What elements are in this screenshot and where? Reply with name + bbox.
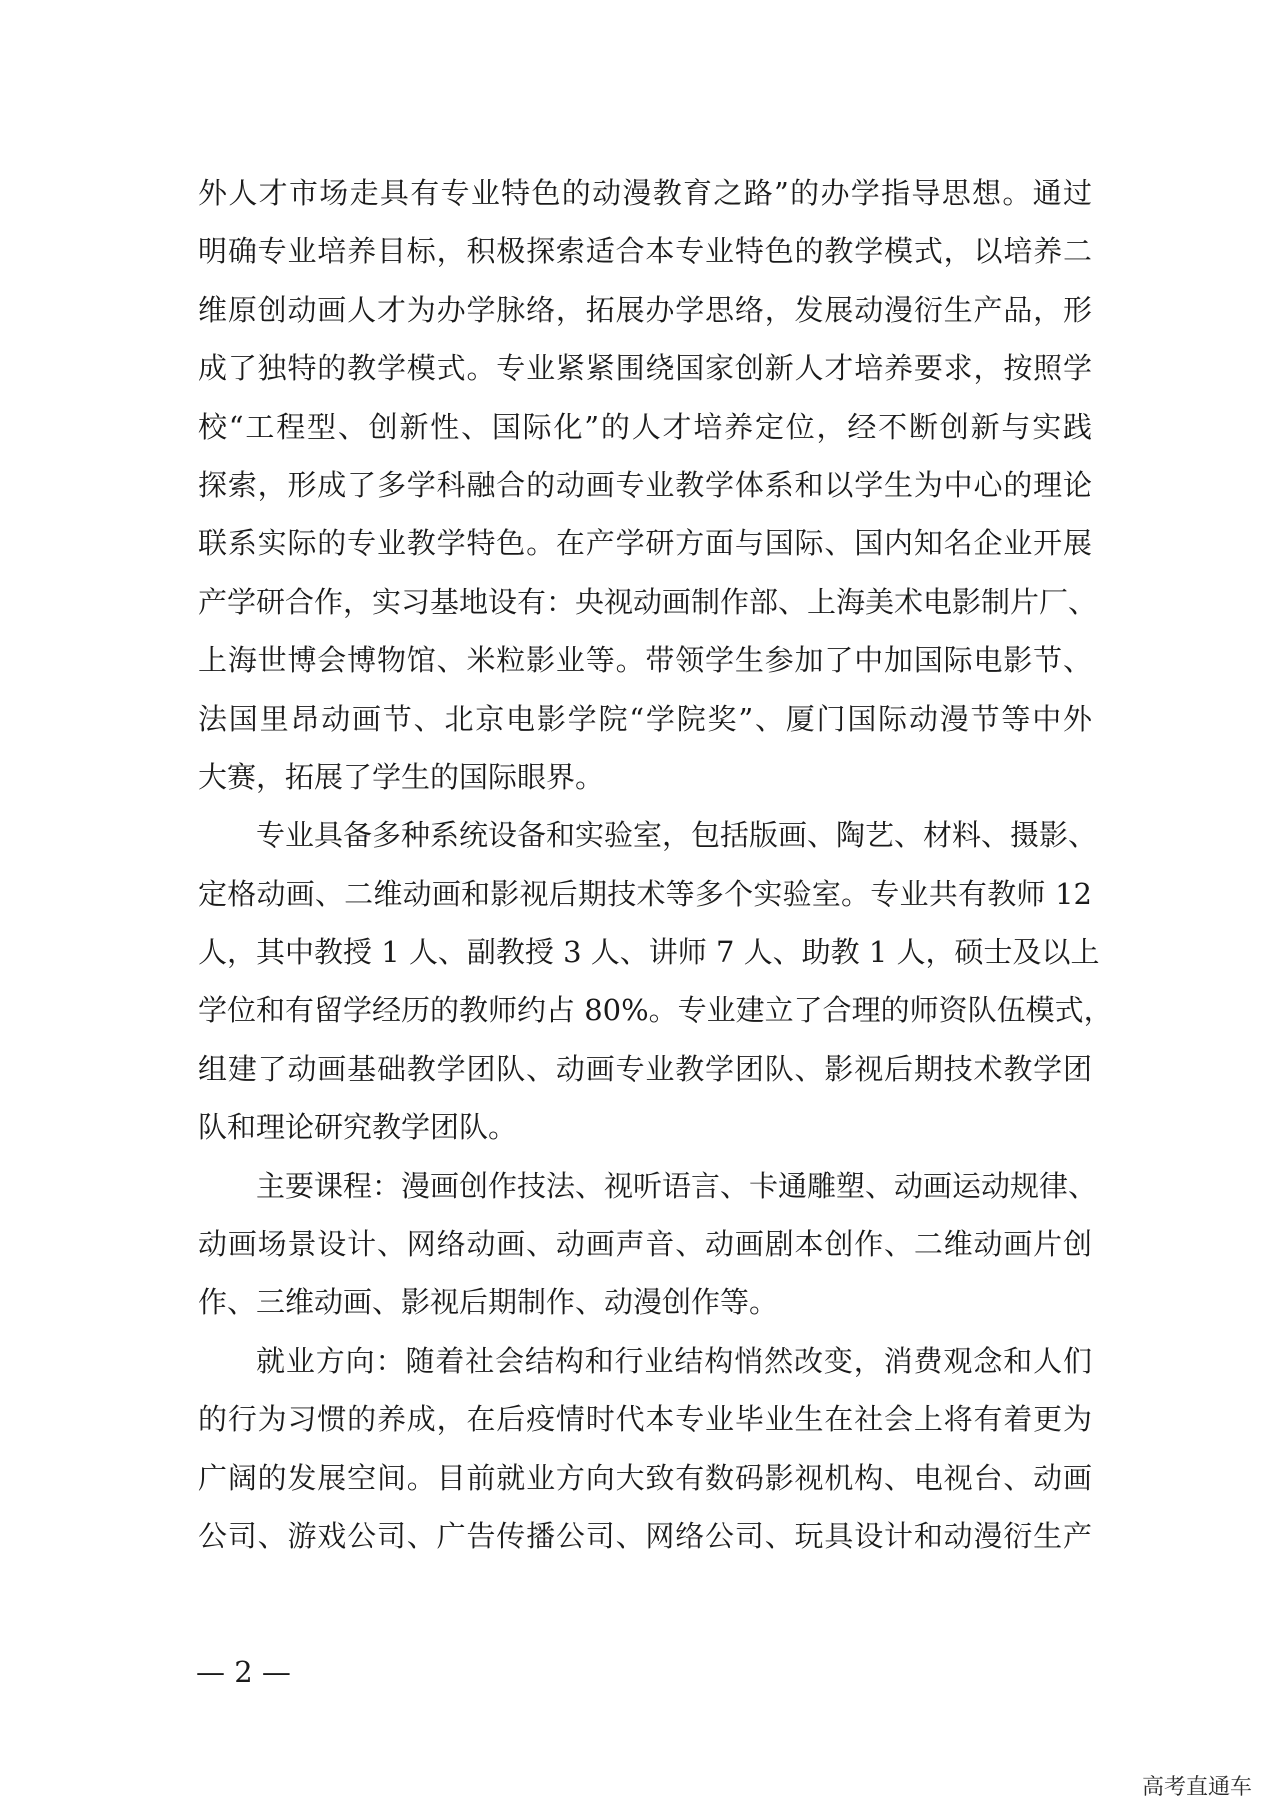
text-line: 组建了动画基础教学团队、动画专业教学团队、影视后期技术教学团 <box>198 1051 1092 1086</box>
text-line: 公司、游戏公司、广告传播公司、网络公司、玩具设计和动漫衍生产 <box>198 1518 1092 1553</box>
text-line: 大赛，拓展了学生的国际眼界。 <box>198 759 605 794</box>
text-line: 人，其中教授 1 人、副教授 3 人、讲师 7 人、助教 1 人，硕士及以上 <box>198 935 1100 970</box>
page-number: — 2 — <box>196 1655 291 1689</box>
paragraph-first-line: 就业方向：随着社会结构和行业结构悄然改变，消费观念和人们 <box>256 1343 1092 1378</box>
paragraph-first-line: 主要课程：漫画创作技法、视听语言、卡通雕塑、动画运动规律、 <box>256 1168 1098 1203</box>
text-line: 探索，形成了多学科融合的动画专业教学体系和以学生为中心的理论 <box>198 467 1092 502</box>
text-line: 成了独特的教学模式。专业紧紧围绕国家创新人才培养要求，按照学 <box>198 351 1092 386</box>
text-line: 作、三维动画、影视后期制作、动漫创作等。 <box>198 1285 779 1320</box>
text-line: 校“工程型、创新性、国际化”的人才培养定位，经不断创新与实践 <box>198 409 1092 444</box>
body-text <box>198 164 1113 1565</box>
text-line: 联系实际的专业教学特色。在产学研方面与国际、国内知名企业开展 <box>198 526 1092 561</box>
watermark: 高考直通车 <box>1141 1775 1252 1800</box>
text-line: 外人才市场走具有专业特色的动漫教育之路”的办学指导思想。通过 <box>198 176 1092 210</box>
text-line: 队和理论研究教学团队。 <box>198 1110 518 1145</box>
text-line: 产学研合作，实习基地设有：央视动画制作部、上海美术电影制片厂、 <box>198 584 1098 619</box>
text-line: 学位和有留学经历的教师约占 80%。专业建立了合理的师资队伍模式， <box>198 993 1113 1028</box>
text-line: 广阔的发展空间。目前就业方向大致有数码影视机构、电视台、动画 <box>198 1460 1092 1495</box>
text-line: 动画场景设计、网络动画、动画声音、动画剧本创作、二维动画片创 <box>198 1227 1092 1262</box>
paragraph-first-line: 专业具备多种系统设备和实验室，包括版画、陶艺、材料、摄影、 <box>256 818 1098 853</box>
text-line: 明确专业培养目标，积极探索适合本专业特色的教学模式，以培养二 <box>198 234 1092 269</box>
text-line: 上海世博会博物馆、米粒影业等。带领学生参加了中加国际电影节、 <box>198 643 1092 678</box>
text-line: 定格动画、二维动画和影视后期技术等多个实验室。专业共有教师 12 <box>198 876 1092 911</box>
text-line: 法国里昂动画节、北京电影学院“学院奖”、厦门国际动漫节等中外 <box>198 701 1092 736</box>
text-line: 的行为习惯的养成，在后疫情时代本专业毕业生在社会上将有着更为 <box>198 1402 1092 1437</box>
text-line: 维原创动画人才为办学脉络，拓展办学思络，发展动漫衍生产品，形 <box>198 292 1092 327</box>
